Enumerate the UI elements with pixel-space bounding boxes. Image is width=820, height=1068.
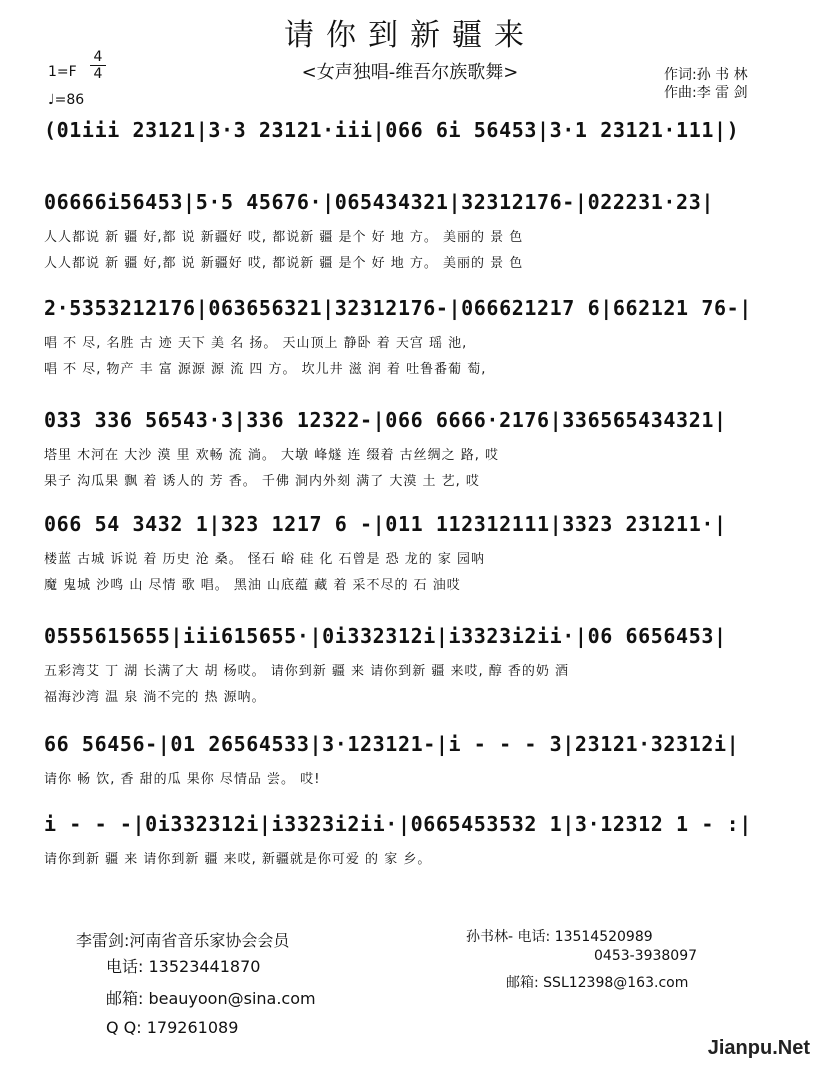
notation-line: 0555615655|iii615655·|0i332312i|i3323i2ii·|06 6656453| [44, 624, 727, 648]
notation-line: 66 56456-|01 26564533|3·123121-|i - - - 3|23121·32312i| [44, 732, 740, 756]
li-qq: Q Q: 179261089 [106, 1018, 239, 1037]
lyric-line: 福海沙湾 温 泉 淌不完的 热 源呐。 [44, 690, 266, 705]
lyric-line: 塔里 木河在 大沙 漠 里 欢畅 流 淌。 大墩 峰燧 连 缀着 古丝绸之 路, 哎 [44, 448, 499, 463]
li-name: 李雷剑:河南省音乐家协会会员 [76, 931, 290, 950]
subtitle: <女声独唱-维吾尔族歌舞> [301, 62, 519, 83]
page-title: 请你到新疆来 [284, 18, 536, 53]
lyric-line: 唱 不 尽, 名胜 古 迹 天下 美 名 扬。 天山顶上 静卧 着 天宫 瑶 池, [44, 336, 468, 351]
lyric-line: 果子 沟瓜果 飘 着 诱人的 芳 香。 千佛 洞内外刻 满了 大漠 土 艺, 哎 [44, 474, 480, 489]
time-bottom: 4 [93, 66, 103, 82]
sun-phone: 孙书林- 电话: 13514520989 [466, 929, 653, 945]
notation-line: i - - -|0i332312i|i3323i2ii·|0665453532 1|3·12312 1 - :| [44, 812, 752, 836]
lyric-line: 请你 畅 饮, 香 甜的瓜 果你 尽情品 尝。 哎! [44, 772, 321, 787]
lyricist-credit: 作词:孙 书 林 [664, 67, 748, 83]
notation-line: (01iii 23121|3·3 23121·iii|066 6i 56453|3·1 23121·111|) [44, 118, 740, 142]
lyric-line: 请你到新 疆 来 请你到新 疆 来哎, 新疆就是你可爱 的 家 乡。 [44, 852, 432, 867]
lyric-line: 唱 不 尽, 物产 丰 富 源源 源 流 四 方。 坎儿井 滋 润 着 吐鲁番葡 萄, [44, 362, 487, 377]
sun-phone-2: 0453-3938097 [594, 948, 698, 964]
notation-line: 2·5353212176|063656321|32312176-|066621217 6|662121 76-| [44, 296, 752, 320]
tempo-mark: ♩=86 [48, 92, 85, 108]
notation-line: 066 54 3432 1|323 1217 6 -|011 112312111|3323 231211·| [44, 512, 727, 536]
li-email: 邮箱: beauyoon@sina.com [106, 989, 316, 1008]
key-signature: 1=F [48, 64, 77, 80]
lyric-line: 人人都说 新 疆 好,都 说 新疆好 哎, 都说新 疆 是个 好 地 方。 美丽的 景 色 [44, 230, 524, 245]
notation-line: 06666i56453|5·5 45676·|065434321|32312176-|022231·23| [44, 190, 714, 214]
time-top: 4 [93, 49, 103, 65]
sun-email: 邮箱: SSL12398@163.com [506, 975, 689, 991]
time-signature [90, 50, 106, 81]
composer-credit: 作曲:李 雷 剑 [664, 85, 748, 101]
lyric-line: 楼蓝 古城 诉说 着 历史 沧 桑。 怪石 峪 硅 化 石曾是 恐 龙的 家 园呐 [44, 552, 485, 567]
lyric-line: 人人都说 新 疆 好,都 说 新疆好 哎, 都说新 疆 是个 好 地 方。 美丽的 景 色 [44, 256, 524, 271]
lyric-line: 魔 鬼城 沙鸣 山 尽情 歌 唱。 黑油 山底蕴 藏 着 采不尽的 石 油哎 [44, 578, 461, 593]
watermark-logo: Jianpu.Net [707, 1037, 810, 1059]
notation-line: 033 336 56543·3|336 12322-|066 6666·2176|336565434321| [44, 408, 727, 432]
li-phone: 电话: 13523441870 [106, 957, 261, 976]
lyric-line: 五彩湾艾 丁 湖 长满了大 胡 杨哎。 请你到新 疆 来 请你到新 疆 来哎, 醇 香的奶 酒 [44, 664, 569, 679]
